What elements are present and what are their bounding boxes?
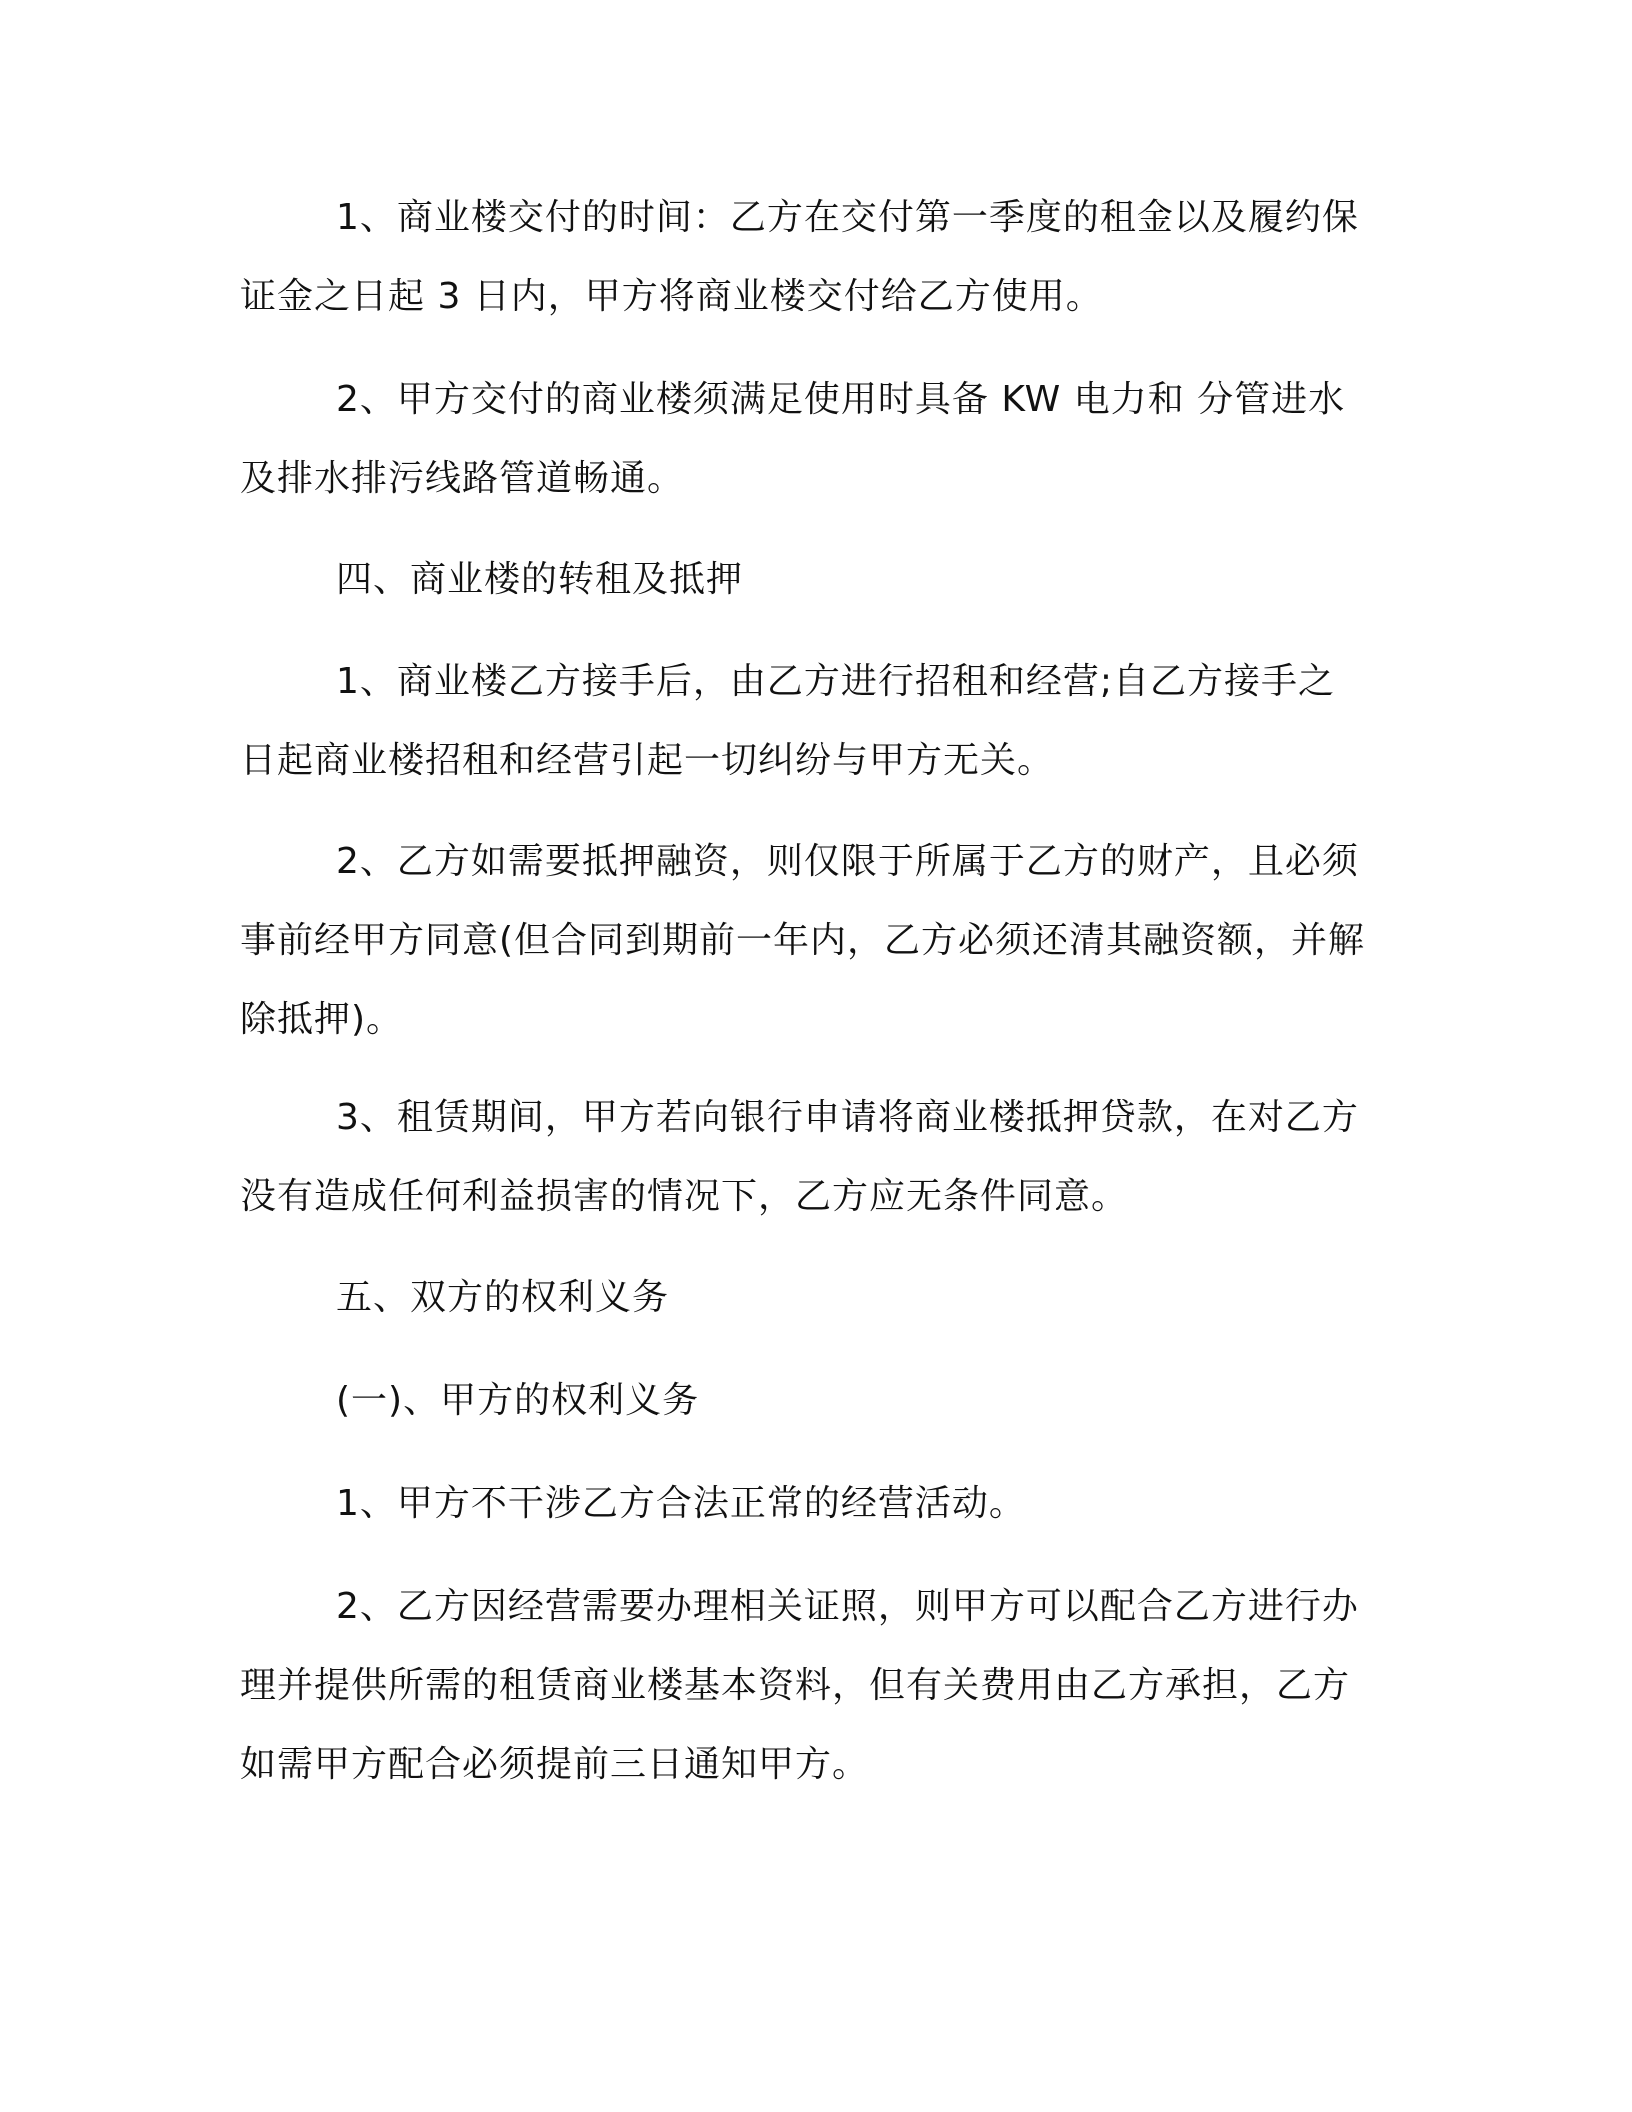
- paragraph-delivery-time: 1、商业楼交付的时间：乙方在交付第一季度的租金以及履约保证金之日起 3 日内，甲方将商业楼交付给乙方使用。: [240, 197, 1359, 317]
- paragraph-bank-loan: 3、租赁期间，甲方若向银行申请将商业楼抵押贷款，在对乙方没有造成任何利益损害的情况下，乙方应无条件同意。: [240, 1097, 1359, 1217]
- paragraph-licenses-cooperation: 2、乙方因经营需要办理相关证照，则甲方可以配合乙方进行办理并提供所需的租赁商业楼基本资料，但有关费用由乙方承担，乙方如需甲方配合必须提前三日通知甲方。: [240, 1586, 1359, 1785]
- section-heading-sublease-mortgage: 四、商业楼的转租及抵押: [336, 559, 744, 600]
- section-heading-rights-obligations: 五、双方的权利义务: [336, 1277, 670, 1318]
- paragraph-non-interference: 1、甲方不干涉乙方合法正常的经营活动。: [336, 1483, 1026, 1524]
- paragraph-mortgage-financing: 2、乙方如需要抵押融资，则仅限于所属于乙方的财产，且必须事前经甲方同意(但合同到期前一年内，乙方必须还清其融资额，并解除抵押)。: [240, 841, 1366, 1040]
- paragraph-delivery-conditions: 2、甲方交付的商业楼须满足使用时具备 KW 电力和 分管进水及排水排污线路管道畅通。: [240, 379, 1346, 499]
- subsection-heading-party-a: (一)、甲方的权利义务: [336, 1380, 700, 1421]
- paragraph-leasing-operations: 1、商业楼乙方接手后，由乙方进行招租和经营;自乙方接手之日起商业楼招租和经营引起一切纠纷与甲方无关。: [240, 661, 1336, 781]
